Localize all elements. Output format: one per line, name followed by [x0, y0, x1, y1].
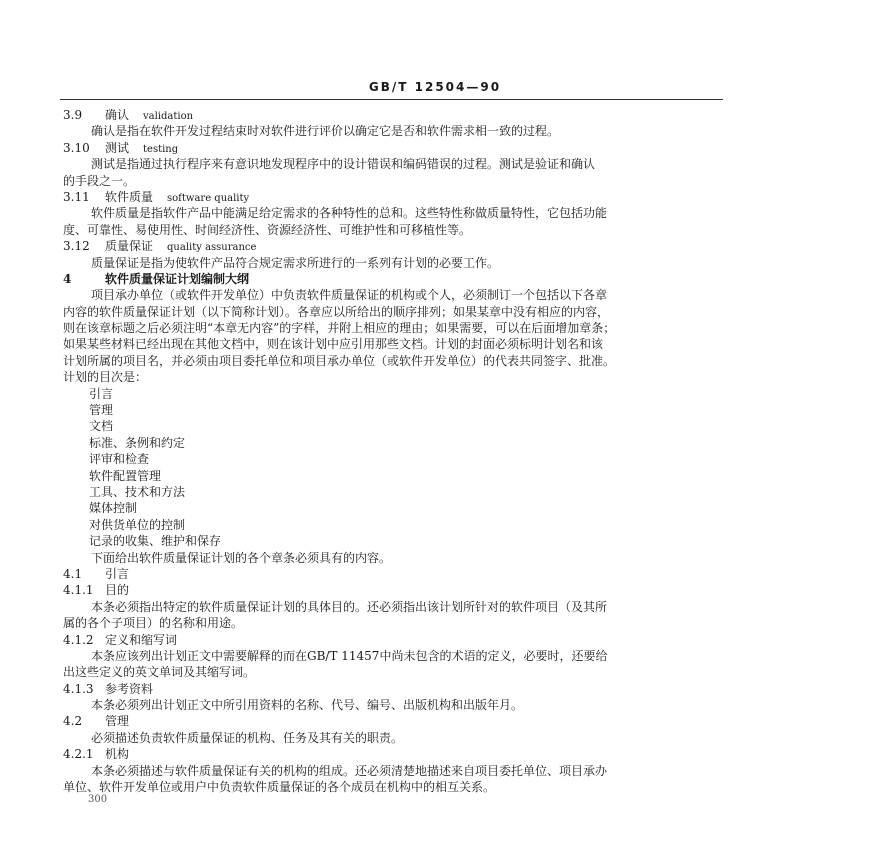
contents-list-item: 媒体控制 [89, 501, 138, 516]
contents-list-item: 对供货单位的控制 [89, 517, 186, 532]
clause-number: 3.9 [63, 108, 83, 122]
paragraph-line: 则在该章标题之后必须注明“本章无内容”的字样，并附上相应的理由；如果需要，可以在后面增加章条； [63, 321, 616, 336]
paragraph-line: 属的各个子项目）的名称和用途。 [63, 616, 244, 631]
clause-title: 定义和缩写词 [105, 632, 178, 647]
contents-list-item: 软件配置管理 [89, 468, 162, 483]
paragraph-line: 下面给出软件质量保证计划的各个章条必须具有的内容。 [91, 550, 392, 565]
contents-list-item: 引言 [89, 386, 114, 401]
paragraph-line: 度、可靠性、易使用性、时间经济性、资源经济性、可维护性和可移植性等。 [63, 222, 472, 237]
clause-title: 确认 [105, 108, 130, 122]
contents-list-item: 管理 [89, 403, 114, 418]
clause-heading [63, 632, 723, 648]
clause-heading [63, 107, 723, 123]
paragraph-line: 内容的软件质量保证计划（以下简称计划）。各章应以所给出的顺序排列；如果某章中没有相应的内容， [63, 304, 610, 319]
paragraph-line: 本条必须列出计划正文中所引用资料的名称、代号、编号、出版机构和出版年月。 [91, 698, 524, 713]
paragraph-line: 质量保证是指为使软件产品符合规定需求所进行的一系列有计划的必要工作。 [91, 255, 500, 270]
paragraph-line: 计划所属的项目名，并必须由项目委托单位和项目承办单位（或软件开发单位）的代表共同签字、批准。 [63, 353, 616, 368]
clause-number: 3.10 [63, 140, 90, 155]
paragraph-line: 计划的目次是： [63, 370, 148, 385]
paragraph-line: 本条必须描述与软件质量保证有关的机构的组成。还必须清楚地描述来自项目委托单位、项目承办 [91, 763, 608, 778]
contents-list-item: 工具、技术和方法 [89, 484, 186, 499]
clause-title: 引言 [105, 566, 130, 581]
clause-number: 4.1.1 [63, 583, 94, 598]
paragraph-line: 测试是指通过执行程序来有意识地发现程序中的设计错误和编码错误的过程。测试是验证和确认 [91, 157, 596, 172]
clause-number: 4.2 [63, 714, 83, 729]
clause-title-en: validation [143, 111, 194, 122]
clause-title: 软件质量保证计划编制大纲 [105, 271, 250, 286]
clause-heading [63, 566, 723, 582]
paragraph-line: 如果某些材料已经出现在其他文档中，则在该计划中应引用那些文档。计划的封面必须标明计划名和该 [63, 337, 604, 352]
clause-title: 目的 [105, 583, 130, 598]
clause-title: 机构 [105, 747, 130, 762]
clause-heading [63, 140, 723, 156]
paragraph-line: 本条应该列出计划正文中需要解释的而在GB/T 11457中尚未包含的术语的定义，必要时，还要给 [91, 648, 608, 663]
paragraph-line: 软件质量是指软件产品中能满足给定需求的各种特性的总和。这些特性称做质量特性，它包括功能 [91, 206, 608, 221]
paragraph-line: 出这些定义的英文单词及其缩写词。 [63, 665, 256, 680]
clause-heading [63, 681, 723, 697]
clause-number: 4.1.3 [63, 681, 94, 696]
clause-title-en: testing [143, 143, 179, 155]
contents-list-item: 评审和检查 [89, 452, 150, 467]
clause-title: 管理 [105, 714, 130, 729]
document-body [63, 107, 723, 795]
paragraph-line: 必须描述负责软件质量保证的机构、任务及其有关的职责。 [91, 730, 404, 745]
clause-title: 参考资料 [105, 681, 154, 696]
paragraph-line: 项目承办单位（或软件开发单位）中负责软件质量保证的机构或个人，必须制订一个包括以下各章 [91, 288, 608, 303]
contents-list-item: 记录的收集、维护和保存 [89, 534, 222, 549]
clause-title: 软件质量 [105, 189, 154, 204]
clause-title-en: software quality [167, 192, 250, 204]
clause-heading [63, 582, 723, 598]
clause-heading [63, 238, 723, 254]
standard-header: GB/T 12504—90 [368, 80, 502, 94]
clause-number: 4.2.1 [63, 747, 94, 762]
clause-title: 质量保证 [105, 239, 154, 254]
section-heading [63, 271, 723, 287]
clause-heading [63, 746, 723, 762]
clause-title: 测试 [105, 140, 130, 155]
clause-title-en: quality assurance [167, 242, 257, 254]
clause-number: 3.11 [63, 189, 90, 204]
clause-number: 4 [63, 271, 72, 286]
paragraph-line: 单位、软件开发单位或用户中负责软件质量保证的各个成员在机构中的相互关系。 [63, 780, 496, 795]
paragraph-line: 本条必须指出特定的软件质量保证计划的具体目的。还必须指出该计划所针对的软件项目（及其所 [91, 599, 608, 614]
clause-number: 3.12 [63, 239, 90, 254]
page-number: 300 [88, 794, 108, 805]
clause-number: 4.1 [63, 566, 83, 581]
clause-heading [63, 713, 723, 729]
header-rule [60, 99, 723, 100]
paragraph-line: 确认是指在软件开发过程结束时对软件进行评价以确定它是否和软件需求相一致的过程。 [91, 124, 560, 139]
contents-list-item: 文档 [89, 419, 114, 434]
clause-heading [63, 189, 723, 205]
contents-list-item: 标准、条例和约定 [89, 435, 186, 450]
clause-number: 4.1.2 [63, 632, 94, 647]
paragraph-line: 的手段之一。 [63, 173, 136, 188]
